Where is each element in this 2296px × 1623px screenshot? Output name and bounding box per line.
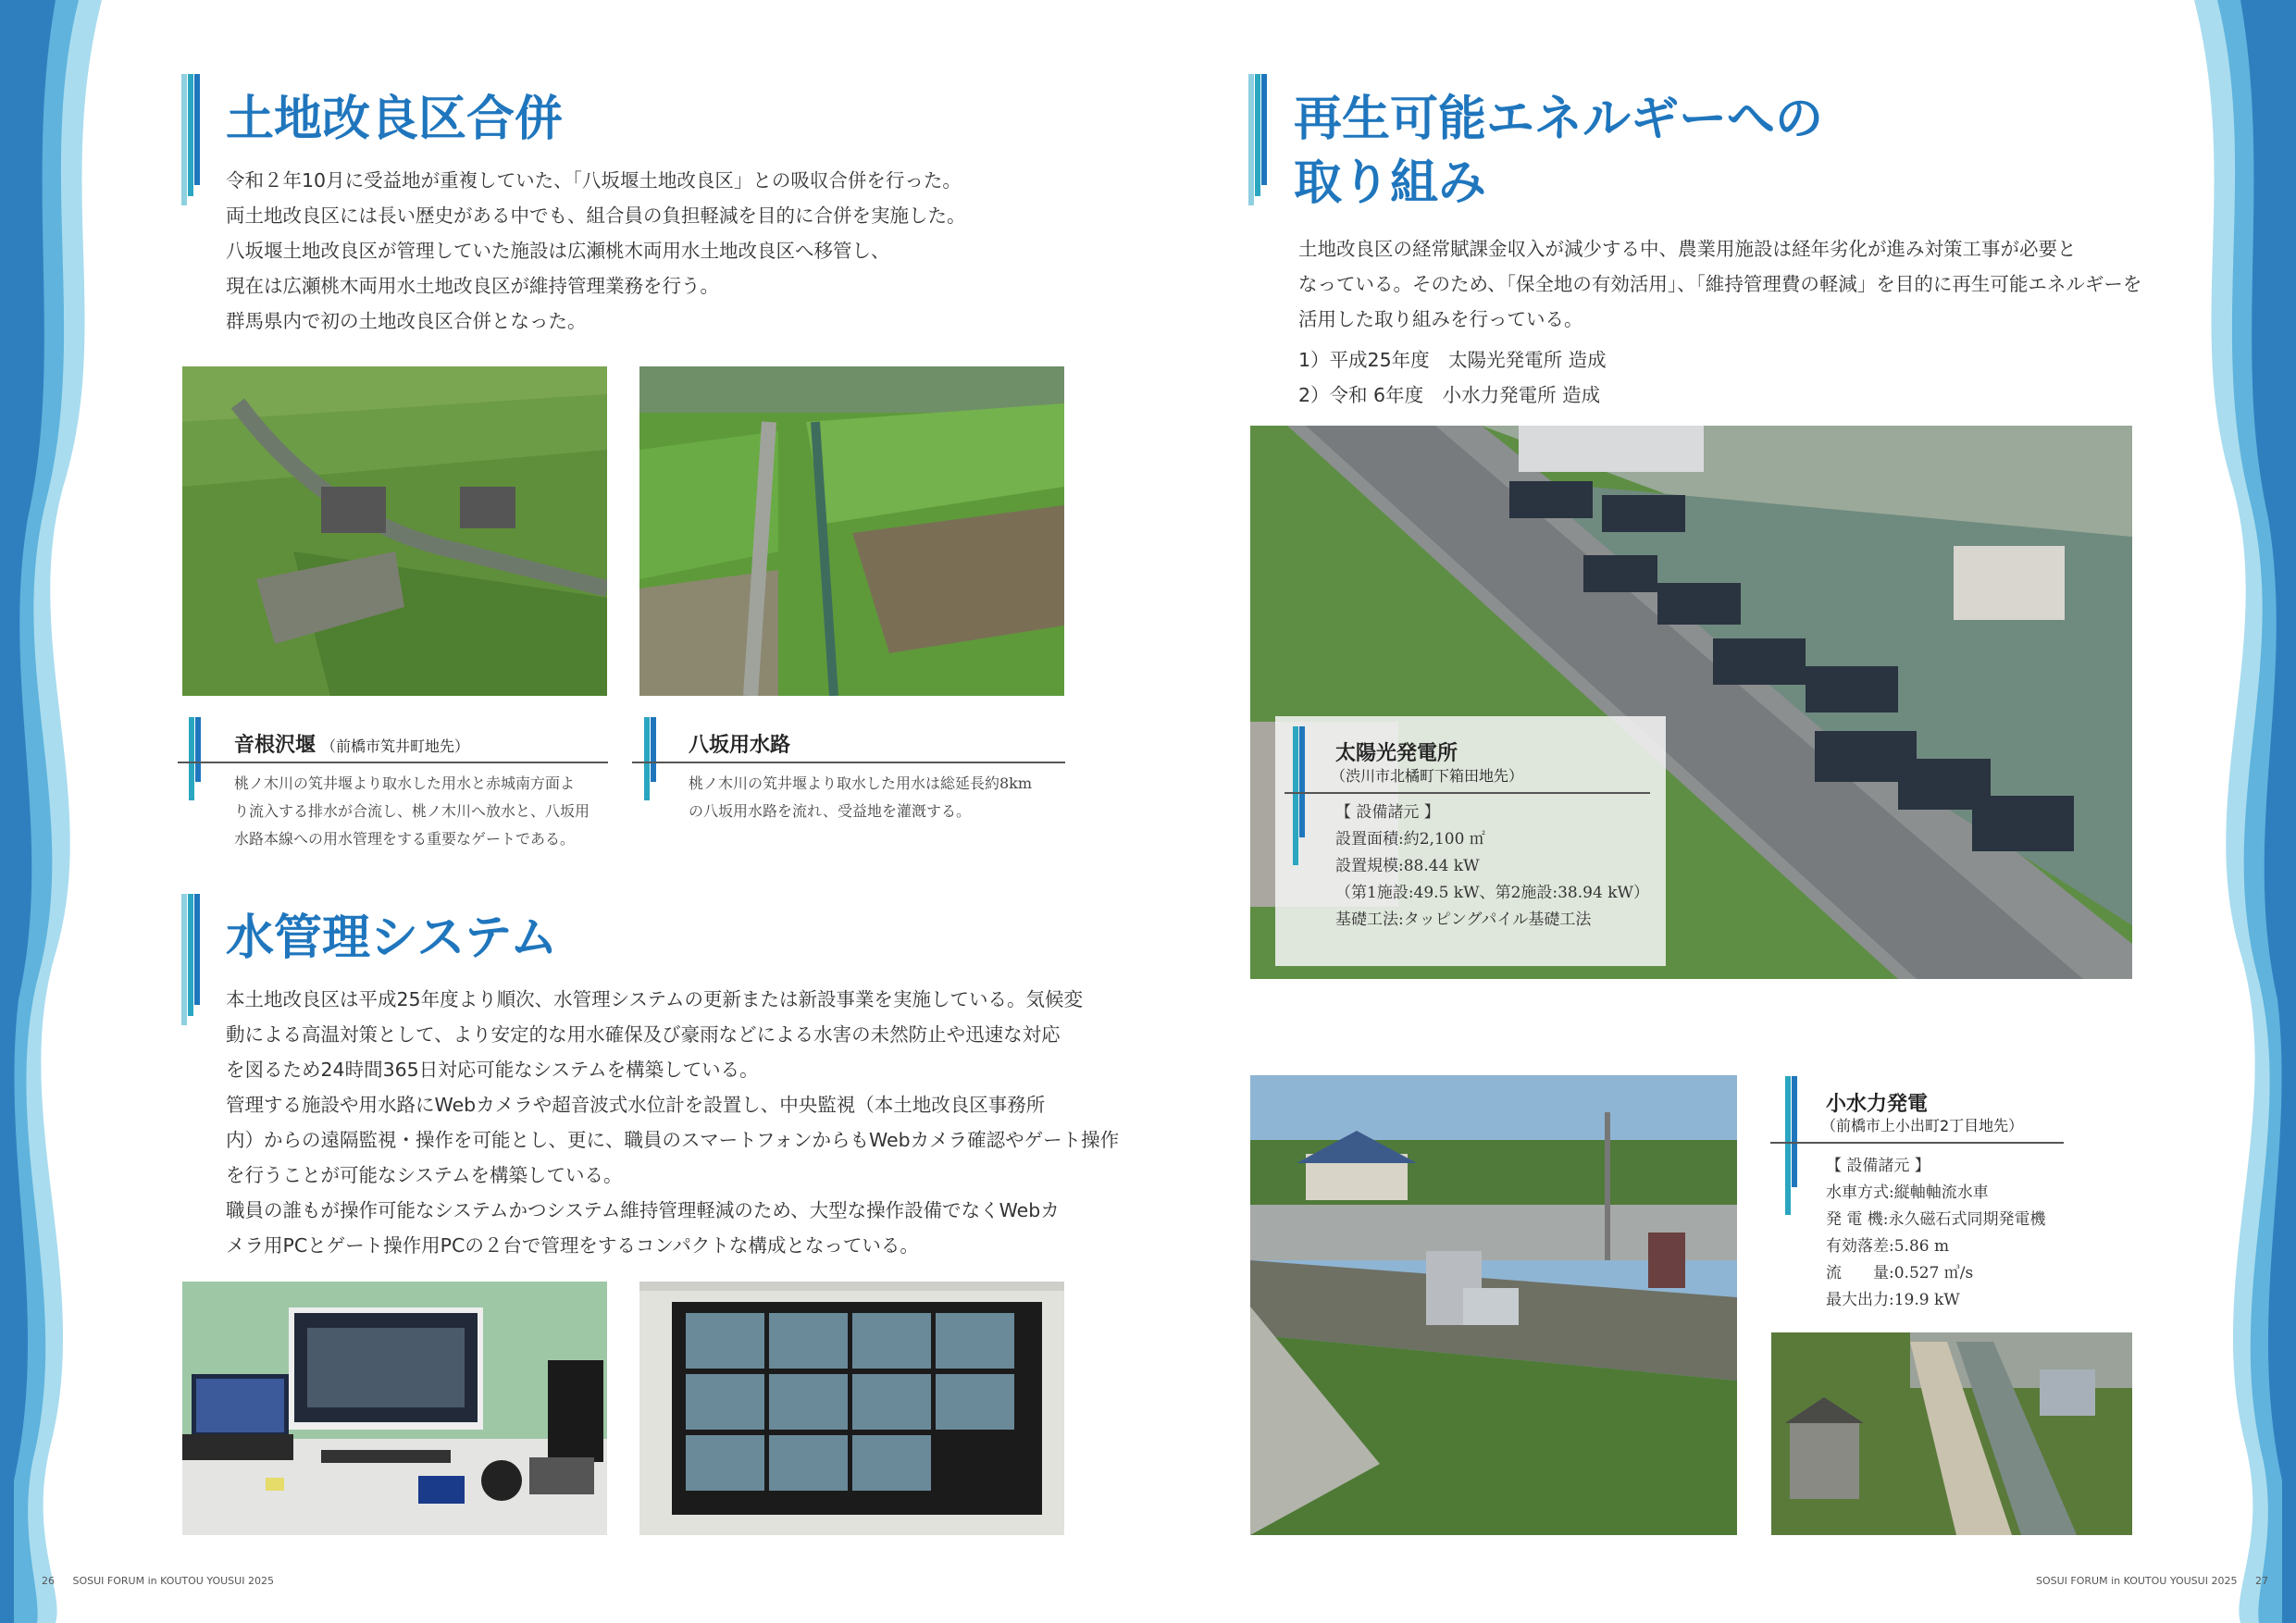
merger-line: 群馬県内で初の土地改良区合併となった。: [226, 310, 587, 332]
merger-line: 八坂堰土地改良区が管理していた施設は広瀬桃木両用水土地改良区へ移管し、: [226, 240, 890, 262]
caption-divider: [1285, 792, 1650, 794]
caption-yasaka-title: 八坂用水路: [689, 734, 791, 757]
footer-left: [42, 1575, 274, 1587]
photo-hydro-plant: [1250, 1075, 1737, 1535]
section-title-water-management: 水管理システム: [226, 911, 558, 966]
hydro-specs: [1826, 1153, 2046, 1314]
water-line: 本土地改良区は平成25年度より順次、水管理システムの更新または新設事業を実施している。気候変: [226, 988, 1084, 1010]
caption-line: り流入する排水が合流し、桃ノ木川へ放水と、八坂用: [234, 802, 590, 820]
spec-line: 【 設備諸元 】: [1335, 803, 1440, 822]
caption-line: 桃ノ木川の笂井堰より取水した用水と赤城南方面よ: [234, 774, 576, 792]
solar-location: （渋川市北橘町下箱田地先）: [1331, 767, 1524, 785]
caption-accent-bars: [1293, 726, 1306, 865]
caption-line: の八坂用水路を流れ、受益地を灌漑する。: [689, 802, 971, 820]
caption-divider: [632, 762, 1065, 763]
hydro-title: 小水力発電: [1826, 1093, 1929, 1116]
water-line: 職員の誰もが操作可能なシステムかつシステム維持管理軽減のため、大型な操作設備でなくWebカ: [226, 1199, 1060, 1221]
heading-accent-bars: [1248, 74, 1269, 205]
section-title-merger: 土地改良区合併: [226, 92, 564, 147]
water-management-body-text: [226, 982, 1119, 1263]
caption-otonesawa-location: （前橋市笂井町地先）: [321, 737, 470, 755]
caption-otonesawa-name: 音根沢堰: [234, 734, 316, 757]
water-line: メラ用PCとゲート操作用PCの２台で管理をするコンパクトな構成となっている。: [226, 1234, 919, 1257]
caption-accent-bars: [189, 717, 202, 800]
footer-title-left: SOSUI FORUM in KOUTOU YOUSUI 2025: [72, 1575, 274, 1587]
renewable-list-item: 2）令和 6年度 小水力発電所 造成: [1298, 384, 1601, 406]
spec-line: 流 量:0.527 ㎥/s: [1826, 1264, 1974, 1282]
spec-line: 水車方式:縦軸軸流水車: [1826, 1183, 1989, 1202]
water-line: 内）からの遠隔監視・操作を可能とし、更に、職員のスマートフォンからもWebカメラ確認やゲート操作: [226, 1129, 1120, 1151]
spec-line: 【 設備諸元 】: [1826, 1157, 1930, 1175]
renewable-line: 土地改良区の経常賦課金収入が減少する中、農業用施設は経年劣化が進み対策工事が必要と: [1298, 238, 2077, 260]
section-title-renewable-line2: 取り組み: [1294, 155, 1487, 211]
water-line: を行うことが可能なシステムを構築している。: [226, 1164, 623, 1186]
left-wave-decoration: [0, 0, 116, 1623]
photo-otonesawa-weir: [182, 366, 607, 696]
merger-line: 令和２年10月に受益地が重複していた、「八坂堰土地改良区」との吸収合併を行った。: [226, 169, 962, 192]
right-wave-decoration: [2180, 0, 2296, 1623]
heading-accent-bars: [181, 894, 202, 1025]
spec-line: 基礎工法:タッピングパイル基礎工法: [1335, 911, 1592, 929]
caption-divider: [1770, 1142, 2064, 1144]
caption-otonesawa-text: [234, 770, 590, 853]
caption-line: 桃ノ木川の笂井堰より取水した用水は総延長約8km: [689, 774, 1033, 792]
caption-yasaka-text: [689, 770, 1032, 825]
photo-control-workstation: [182, 1282, 607, 1535]
renewable-line: 活用した取り組みを行っている。: [1298, 308, 1583, 330]
water-line: を図るため24時間365日対応可能なシステムを構築している。: [226, 1059, 759, 1081]
caption-otonesawa-title: [234, 729, 469, 758]
caption-line: 水路本線への用水管理をする重要なゲートである。: [234, 830, 576, 848]
merger-line: 現在は広瀬桃木両用水土地改良区が維持管理業務を行う。: [226, 275, 719, 297]
photo-monitoring-screen: [639, 1282, 1064, 1535]
spec-line: 設置面積:約2,100 ㎡: [1335, 830, 1485, 849]
caption-accent-bars: [644, 717, 657, 800]
merger-body-text: [226, 163, 966, 339]
page-number-left: 26: [42, 1575, 55, 1587]
spec-line: 発 電 機:永久磁石式同期発電機: [1826, 1210, 2046, 1229]
heading-accent-bars: [181, 74, 202, 205]
water-line: 動による高温対策として、より安定的な用水確保及び豪雨などによる水害の未然防止や迅速な対応: [226, 1023, 1061, 1046]
footer-right: [2036, 1575, 2268, 1587]
renewable-line: なっている。そのため、「保全地の有効活用」、「維持管理費の軽減」を目的に再生可能エネルギーを: [1298, 273, 2142, 295]
renewable-body-text: [1298, 231, 2141, 413]
spec-line: 有効落差:5.86 m: [1826, 1237, 1950, 1256]
renewable-list-item: 1）平成25年度 太陽光発電所 造成: [1298, 349, 1607, 371]
photo-hydro-canal: [1771, 1332, 2132, 1535]
footer-title-right: SOSUI FORUM in KOUTOU YOUSUI 2025: [2036, 1575, 2238, 1587]
photo-yasaka-canal: [639, 366, 1064, 696]
solar-title: 太陽光発電所: [1335, 742, 1458, 765]
spec-line: 最大出力:19.9 kW: [1826, 1291, 1960, 1309]
caption-divider: [178, 762, 608, 763]
water-line: 管理する施設や用水路にWebカメラや超音波式水位計を設置し、中央監視（本土地改良区事務所: [226, 1094, 1046, 1116]
hydro-location: （前橋市上小出町2丁目地先）: [1821, 1117, 2024, 1134]
merger-line: 両土地改良区には長い歴史がある中でも、組合員の負担軽減を目的に合併を実施した。: [226, 204, 966, 227]
solar-specs: [1335, 799, 1649, 934]
caption-accent-bars: [1785, 1076, 1798, 1215]
section-title-renewable-line1: 再生可能エネルギーへの: [1294, 92, 1824, 147]
spec-line: 設置規模:88.44 kW: [1335, 857, 1480, 875]
spec-line: （第1施設:49.5 kW、第2施設:38.94 kW）: [1335, 884, 1649, 902]
page-number-right: 27: [2254, 1575, 2268, 1587]
